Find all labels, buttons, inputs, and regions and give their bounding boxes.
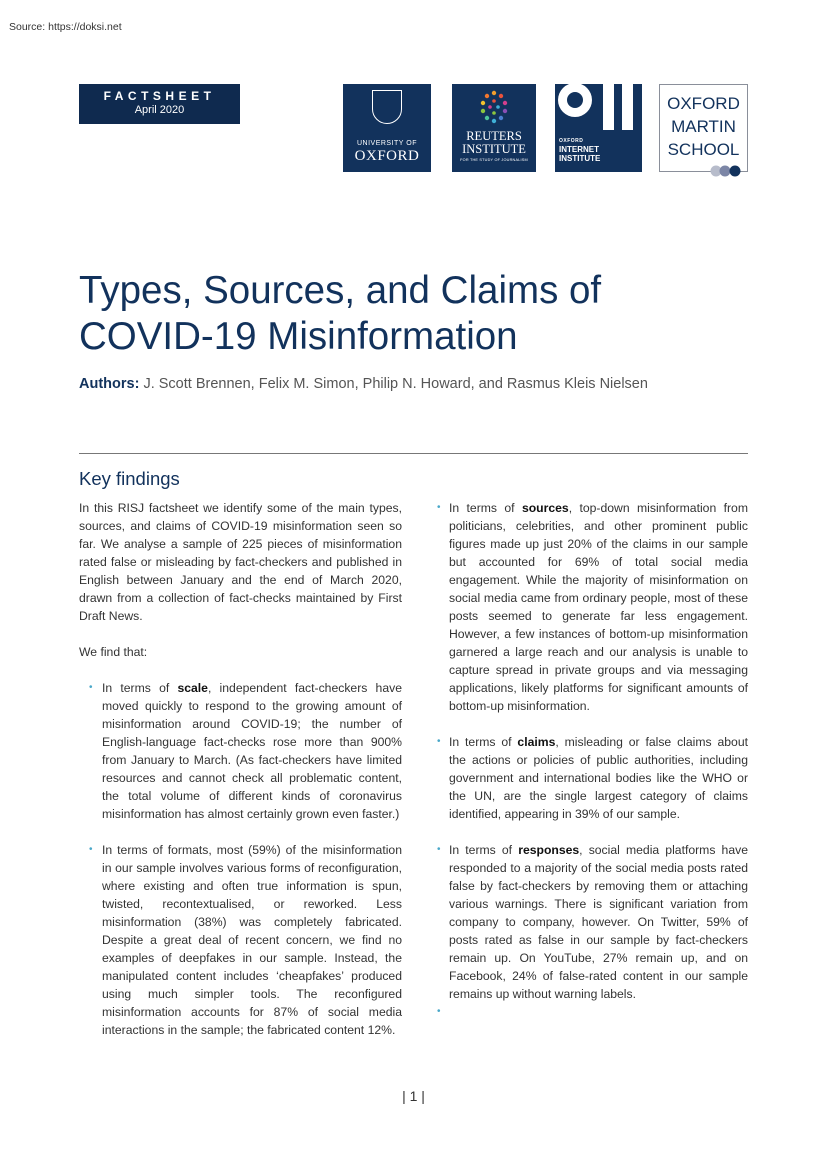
factsheet-label: FACTSHEET: [103, 89, 216, 103]
key-findings-heading: Key findings: [79, 468, 180, 489]
reuters-logo-line1: REUTERS: [466, 129, 522, 143]
authors-names: J. Scott Brennen, Felix M. Simon, Philip N. Howard, and Rasmus Kleis Nielsen: [139, 376, 648, 392]
martin-logo-line3: SCHOOL: [667, 140, 740, 159]
page-number: | 1 |: [402, 1088, 425, 1104]
bullet-icon: •: [89, 682, 93, 693]
reuters-logo-line3: FOR THE STUDY OF JOURNALISM: [460, 158, 528, 162]
findings-list-right: [425, 499, 748, 1021]
finding-formats-text: In terms of formats, most (59%) of the misinformation in our sample involves various forms of reconfiguration, where existing and often true information is spun, twisted, recontextualised, or reworked. Less misinformation (38%) was completely fabricated. Despite a great deal of recent concern, we find no examples of deepfakes in our sample. Instead, the manipulated content includes ‘cheapfakes’ produced using much simpler tools. The reconfigured misinformation accounts for 87% of social media interactions in the sample; the fabricated content 12%.: [102, 843, 402, 1037]
finding-sources-key: sources: [521, 501, 569, 515]
finding-responses-pre: In terms of: [449, 843, 519, 857]
bullet-icon: •: [437, 844, 441, 855]
finding-scale-pre: In terms of: [102, 681, 178, 695]
finding-claims: [425, 733, 748, 823]
title-line-2: COVID-19 Misinformation: [79, 315, 518, 358]
factsheet-badge: [79, 84, 240, 124]
title-line-1: Types, Sources, and Claims of: [79, 269, 602, 312]
martin-logo-line2: MARTIN: [671, 117, 736, 136]
oxford-internet-institute-logo: [555, 84, 642, 172]
finding-claims-pre: In terms of: [449, 735, 518, 749]
finding-formats: [79, 841, 402, 1039]
finding-responses: [425, 841, 748, 1003]
oii-logo-line1: OXFORD: [559, 138, 584, 144]
factsheet-date: April 2020: [134, 104, 185, 116]
oii-logo-line2: INTERNET: [559, 145, 599, 154]
findings-list-left: [79, 679, 402, 1039]
page-title: [79, 268, 601, 360]
source-url: Source: https://doksi.net: [9, 21, 122, 33]
reuters-institute-logo: [452, 84, 536, 172]
finding-responses-key: responses: [518, 843, 580, 857]
martin-dots-icon: [710, 165, 744, 177]
finding-sources-pre: In terms of: [449, 501, 522, 515]
finding-scale: [79, 679, 402, 823]
finding-responses-text: , social media platforms have responded to a majority of the social media posts rated false by fact-checkers by removing them or attaching various warnings. There is significant variation from company to company, however. On Twitter, 59% of posts rated as false in our sample by fact-checkers remain up. On YouTube, 27% remain up, and on Facebook, 24% of false-rated content in our sample remains up without warning labels.: [449, 843, 748, 1001]
oii-logo-line3: INSTITUTE: [559, 154, 601, 163]
reuters-logo-line2: INSTITUTE: [462, 142, 526, 156]
authors-label: Authors:: [79, 376, 140, 392]
oxford-logo-line2: OXFORD: [354, 148, 420, 164]
reuters-dots-icon: [479, 90, 509, 126]
oxford-martin-school-logo: [659, 84, 748, 172]
divider: [79, 453, 748, 454]
bullet-icon: •: [437, 736, 441, 747]
left-column: [79, 499, 402, 1039]
we-find-paragraph: We find that:: [79, 645, 148, 659]
finding-claims-key: claims: [517, 735, 556, 749]
oxford-logo-line1: UNIVERSITY OF: [356, 140, 418, 147]
oii-mark-icon: [555, 84, 642, 134]
university-of-oxford-logo: [343, 84, 431, 172]
finding-sources-text: , top-down misinformation from politicians, celebrities, and other prominent public figures made up just 20% of the claims in our sample but accounted for 69% of total social media engagement. While the majority of misinformation on social media came from ordinary people, most of these posts seemed to generate far less engagement. However, a few instances of bottom-up misinformation garnered a large reach and our analysis is unable to capture spread in private groups and via messaging applications, likely platforms for significant amounts of bottom-up misinformation.: [449, 501, 748, 713]
finding-scale-key: scale: [177, 681, 208, 695]
bullet-icon: •: [89, 844, 93, 855]
right-column: [425, 499, 748, 1021]
authors-line: [79, 376, 648, 392]
bullet-icon: •: [437, 1006, 441, 1017]
intro-paragraph: In this RISJ factsheet we identify some of the main types, sources, and claims of COVID-19 misinformation seen so far. We analyse a sample of 225 pieces of misinformation rated false or misleading by fact-checkers and published in English between January and the end of March 2020, drawn from a collection of fact-checks maintained by First Draft News.: [79, 501, 402, 623]
finding-sources: [425, 499, 748, 715]
bullet-icon: •: [437, 502, 441, 513]
finding-claims-text: , misleading or false claims about the actions or policies of public authorities, including government and international bodies like the WHO or the UN, are the single largest category of claims identified, appearing in 39% of our sample.: [449, 735, 748, 821]
finding-scale-text: , independent fact-checkers have moved quickly to respond to the growing amount of misinformation around COVID-19; the number of English-language fact-checks rose more than 900% from January to March. (As fact-checkers have limited resources and cannot check all problematic content, the total volume of different kinds of coronavirus misinformation has almost certainly grown even faster.): [102, 681, 402, 821]
empty-bullet: [425, 1003, 748, 1021]
oxford-crest-icon: [372, 90, 402, 124]
martin-logo-line1: OXFORD: [667, 94, 740, 113]
